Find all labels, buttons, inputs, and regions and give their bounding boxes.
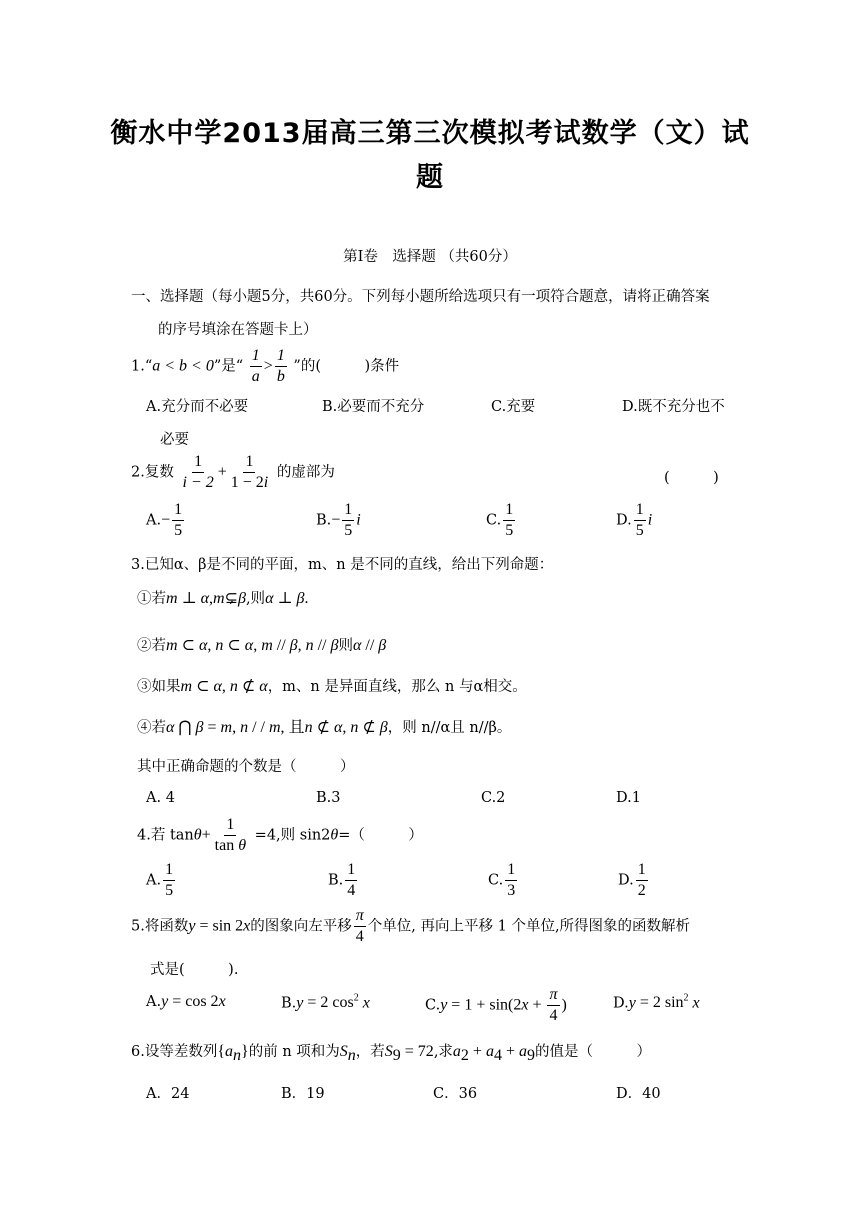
instructions-line1: 一、选择题（每小题5分，共60分。下列每小题所给选项只有一项符合题意，请将正确答案 xyxy=(131,289,710,305)
q5-option-d: D.y = 2 $\sin^2 x$ xyxy=(613,993,700,1012)
q2-option-d: D. $\frac{1}{5}$ i xyxy=(616,501,653,539)
question-6: 6.设等差数列$\{a_n\}$的前 n 项和为$S_n$，若$S_9 = 72$,求$a_2 + a_4 + a_9$的值是（ ） xyxy=(131,1043,651,1064)
q2-option-b: B.− $\frac{1}{5}$ i xyxy=(316,501,361,539)
exam-title-line1: 衡水中学2013届高三第三次模拟考试数学（文）试 xyxy=(110,118,750,149)
q4-option-d: D. $\frac{1}{2}$ xyxy=(618,861,646,899)
question-4: 4.若 tanθ+ $\frac{1}{\text{tan θ}}$ =4,则 sin2θ=（ ） xyxy=(137,816,423,854)
question-1: 1.“a < b < 0”是“ $\frac{1}{a}$ > $\frac{1}{b}$ ”的( )条件 xyxy=(131,347,400,385)
q4-option-c: C. $\frac{1}{3}$ xyxy=(488,861,516,899)
question-5-line2: 式是( ). xyxy=(150,962,239,978)
proposition-4: ④若α ⋂ β = m, n / / m, 且n ⊄ α, n ⊄ β，则 n//α且 n//β。 xyxy=(137,719,512,736)
q2-option-a: A.− $\frac{1}{5}$ xyxy=(146,501,183,539)
q6-option-c: C．36 xyxy=(433,1086,478,1102)
q4-option-b: B. $\frac{1}{4}$ xyxy=(328,861,356,899)
q2-option-c: C. $\frac{1}{5}$ xyxy=(486,501,514,539)
question-3-ask: 其中正确命题的个数是（ ） xyxy=(137,759,355,775)
q1-option-d-wrap: 必要 xyxy=(160,432,189,448)
q6-option-d: D．40 xyxy=(616,1086,661,1102)
exam-title-line2: 题 xyxy=(416,162,444,193)
question-5: 5.将函数y = sin 2x的图象向左平移 $\frac{\pi}{4}$ 个单位, 再向上平移 1 个单位,所得图象的函数解析 xyxy=(131,907,691,945)
question-2: 2.复数 $\frac{1}{i - 2}$ + $\frac{1}{1 - 2i}$ 的虚部为 xyxy=(131,453,335,491)
q6-option-b: B．19 xyxy=(281,1086,325,1102)
q5-option-c: C.y = 1 + sin(2x + $\frac{\pi}{4}$ ) xyxy=(425,986,567,1024)
q3-option-d: D.1 xyxy=(616,790,641,806)
section-heading: 第Ⅰ卷 选择题 （共60分） xyxy=(343,249,517,265)
q1-option-a: A.充分而不必要 xyxy=(146,399,249,415)
q3-option-b: B.3 xyxy=(316,790,341,806)
q5-option-b: B.y = 2 $\cos^2 x$ xyxy=(281,993,370,1012)
q1-option-d: D.既不充分也不 xyxy=(622,399,725,415)
q2-answer-paren: ( ) xyxy=(664,470,719,486)
proposition-1: ①若m ⊥ α,m⊊β,则α ⊥ β. xyxy=(137,590,309,607)
proposition-3: ③如果m ⊂ α, n ⊄ α，m、n 是异面直线，那么 n 与α相交。 xyxy=(137,678,527,695)
instructions-line2: 的序号填涂在答题卡上） xyxy=(158,322,318,338)
question-3: 3.已知α、β是不同的平面，m、n 是不同的直线，给出下列命题： xyxy=(131,557,554,573)
q5-option-a: A.y = cos 2x xyxy=(146,993,226,1010)
q3-option-a: A. 4 xyxy=(146,790,175,806)
proposition-2: ②若m ⊂ α, n ⊂ α, m // β, n // β则α // β xyxy=(137,637,387,654)
q4-option-a: A. $\frac{1}{5}$ xyxy=(146,861,174,899)
q1-option-b: B.必要而不充分 xyxy=(322,399,425,415)
q1-option-c: C.充要 xyxy=(491,399,536,415)
q3-option-c: C.2 xyxy=(481,790,506,806)
q6-option-a: A．24 xyxy=(146,1086,190,1102)
